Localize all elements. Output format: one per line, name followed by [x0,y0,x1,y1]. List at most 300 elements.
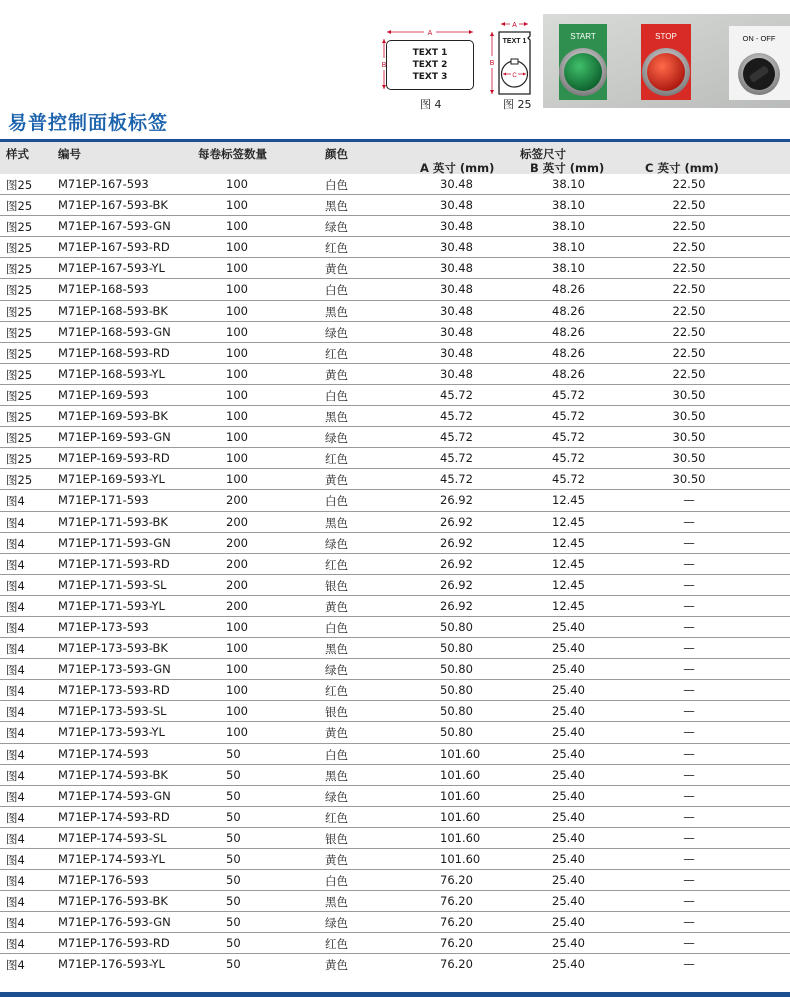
cell-dim-b: 25.40 [552,873,585,888]
cell-quantity: 100 [226,704,248,719]
table-row [0,216,790,237]
cell-style: 图4 [6,684,25,699]
cell-dim-a: 30.48 [440,261,473,276]
cell-color: 黑色 [325,642,348,657]
cell-style: 图25 [6,199,33,214]
cell-quantity: 100 [226,261,248,276]
cell-dim-a: 26.92 [440,535,473,550]
cell-part-number: M71EP-168-593 [58,282,149,297]
cell-dim-a: 76.20 [440,894,473,909]
cell-dim-a: 45.72 [440,430,473,445]
cell-style: 图25 [6,325,33,340]
cell-dim-c: — [683,641,695,656]
cell-part-number: M71EP-167-593-RD [58,240,170,255]
dim-b-label: B [489,60,495,67]
table-row [0,701,790,722]
header-quantity: 每卷标签数量 [198,147,267,161]
table-row [0,933,790,954]
cell-dim-c: — [683,704,695,719]
cell-color: 黑色 [325,768,348,783]
cell-style: 图25 [6,262,33,277]
cell-part-number: M71EP-168-593-GN [58,324,171,339]
cell-dim-c: — [683,746,695,761]
cell-quantity: 100 [226,430,248,445]
cell-style: 图25 [6,178,33,192]
cell-style: 图4 [6,515,25,530]
stop-button-photo [647,53,685,91]
cell-dim-b: 45.72 [552,430,585,445]
cell-color: 黑色 [325,515,348,530]
bottom-rule [0,992,790,997]
cell-part-number: M71EP-173-593-SL [58,704,167,719]
cell-quantity: 50 [226,957,241,972]
cell-dim-b: 38.10 [552,177,585,191]
header-dim-c: C 英寸 (mm) [645,161,719,175]
cell-style: 图4 [6,663,25,678]
cell-quantity: 100 [226,324,248,339]
cell-part-number: M71EP-176-593-YL [58,957,165,972]
start-button-photo [564,53,602,91]
cell-dim-a: 30.48 [440,345,473,360]
cell-quantity: 100 [226,662,248,677]
cell-style: 图4 [6,642,25,657]
cell-dim-a: 26.92 [440,514,473,529]
table-row [0,870,790,891]
table-row [0,279,790,300]
cell-part-number: M71EP-171-593 [58,493,149,508]
cell-dim-b: 38.10 [552,240,585,255]
cell-style: 图25 [6,241,33,256]
table-row [0,406,790,427]
table-row [0,912,790,933]
header-style: 样式 [6,147,29,161]
label-text-line: TEXT 3 [412,72,448,82]
cell-part-number: M71EP-174-593-YL [58,852,165,866]
cell-style: 图4 [6,578,25,593]
cell-color: 白色 [325,178,348,192]
cell-style: 图4 [6,726,25,741]
cell-part-number: M71EP-171-593-YL [58,598,165,613]
cell-dim-b: 25.40 [552,894,585,909]
cell-dim-c: — [683,683,695,698]
cell-color: 黑色 [325,410,348,425]
cell-color: 黄色 [325,726,348,741]
cell-color: 红色 [325,810,348,825]
dim-c-label: C [512,73,517,79]
cell-dim-b: 25.40 [552,957,585,972]
cell-dim-b: 25.40 [552,704,585,719]
cell-dim-c: 22.50 [672,240,706,255]
cell-part-number: M71EP-167-593 [58,177,149,191]
cell-dim-c: — [683,894,695,909]
cell-color: 白色 [325,747,348,762]
table-row [0,533,790,554]
cell-dim-a: 30.48 [440,177,473,191]
cell-quantity: 50 [226,936,241,951]
cell-style: 图4 [6,853,25,867]
cell-part-number: M71EP-169-593-BK [58,409,168,424]
cell-dim-a: 30.48 [440,240,473,255]
cell-dim-c: — [683,514,695,529]
table-row [0,954,790,975]
cell-quantity: 200 [226,514,248,529]
control-panel-photo [543,14,790,108]
cell-dim-a: 50.80 [440,662,473,677]
cell-part-number: M71EP-167-593-BK [58,198,168,213]
cell-part-number: M71EP-176-593 [58,873,149,888]
stop-text: STOP [655,32,677,41]
cell-quantity: 100 [226,472,248,487]
cell-quantity: 100 [226,240,248,255]
table-row [0,638,790,659]
cell-dim-b: 25.40 [552,915,585,930]
cell-quantity: 100 [226,366,248,381]
cell-color: 红色 [325,241,348,256]
cell-dim-b: 12.45 [552,535,585,550]
cell-dim-b: 38.10 [552,261,585,276]
dim-a-label: A [512,22,517,29]
cell-dim-a: 30.48 [440,324,473,339]
cell-style: 图25 [6,473,33,488]
cell-quantity: 100 [226,683,248,698]
cell-dim-b: 12.45 [552,577,585,592]
cell-dim-c: — [683,788,695,803]
table-row [0,807,790,828]
cell-dim-b: 38.10 [552,198,585,213]
cell-dim-a: 76.20 [440,915,473,930]
cell-dim-b: 25.40 [552,662,585,677]
cell-style: 图4 [6,747,25,762]
cell-quantity: 100 [226,219,248,234]
label-outline [386,40,474,90]
figure-25-diagram [488,20,542,100]
cell-dim-a: 45.72 [440,472,473,487]
cell-quantity: 50 [226,767,241,782]
table-row [0,258,790,279]
cell-quantity: 50 [226,788,241,803]
cell-color: 绿色 [325,325,348,340]
cell-style: 图25 [6,452,33,467]
cell-quantity: 200 [226,493,248,508]
table-header [0,139,790,174]
cell-color: 黄色 [325,958,348,973]
table-row [0,385,790,406]
table-row [0,680,790,701]
table-row [0,237,790,258]
cell-dim-b: 38.10 [552,219,585,234]
cell-quantity: 50 [226,809,241,824]
cell-dim-c: 22.50 [672,261,706,276]
header-color: 颜色 [325,147,348,161]
table-row [0,786,790,807]
cell-color: 黑色 [325,304,348,319]
cell-style: 图25 [6,346,33,361]
cell-part-number: M71EP-173-593-YL [58,725,165,740]
cell-quantity: 50 [226,852,241,866]
table-row [0,322,790,343]
cell-color: 红色 [325,557,348,572]
cell-dim-b: 25.40 [552,746,585,761]
dimension-a-arrow [386,28,474,36]
cell-dim-c: — [683,809,695,824]
on-off-text: ON - OFF [742,34,776,43]
cell-quantity: 100 [226,177,248,191]
page-title: 易普控制面板标签 [8,112,169,134]
cell-dim-b: 12.45 [552,493,585,508]
cell-color: 绿色 [325,220,348,235]
cell-part-number: M71EP-169-593-RD [58,451,170,466]
cell-part-number: M71EP-168-593-BK [58,303,168,318]
cell-dim-b: 25.40 [552,936,585,951]
header-label-size: 标签尺寸 [520,147,566,161]
cell-dim-a: 26.92 [440,493,473,508]
cell-dim-a: 45.72 [440,387,473,402]
cell-dim-b: 45.72 [552,472,585,487]
dim-a-label: A [427,30,433,36]
figure-4-diagram [380,28,480,98]
cell-style: 图4 [6,874,25,889]
figure-strip [0,0,790,111]
header-part-number: 编号 [58,147,81,161]
cell-part-number: M71EP-171-593-BK [58,514,168,529]
table-row [0,174,790,195]
cell-style: 图4 [6,536,25,551]
cell-style: 图4 [6,599,25,614]
cell-quantity: 50 [226,830,241,845]
cell-dim-c: — [683,556,695,571]
cell-dim-a: 101.60 [440,809,481,824]
table-row [0,744,790,765]
table-row [0,828,790,849]
cell-color: 红色 [325,937,348,952]
cell-dim-a: 76.20 [440,873,473,888]
cell-dim-a: 30.48 [440,366,473,381]
cell-part-number: M71EP-167-593-GN [58,219,171,234]
cell-dim-b: 12.45 [552,598,585,613]
cell-dim-c: 22.50 [672,177,706,191]
table-row [0,469,790,490]
cell-dim-a: 30.48 [440,303,473,318]
cell-dim-a: 101.60 [440,852,481,866]
cell-quantity: 100 [226,303,248,318]
cell-style: 图25 [6,220,33,235]
cell-style: 图25 [6,283,33,298]
cell-color: 白色 [325,620,348,635]
cell-dim-a: 26.92 [440,577,473,592]
cell-quantity: 200 [226,598,248,613]
cell-dim-a: 45.72 [440,451,473,466]
cell-part-number: M71EP-171-593-GN [58,535,171,550]
cell-style: 图4 [6,958,25,973]
cell-part-number: M71EP-169-593 [58,387,149,402]
cell-part-number: M71EP-176-593-RD [58,936,170,951]
cell-part-number: M71EP-169-593-GN [58,430,171,445]
cell-dim-a: 30.48 [440,198,473,213]
cell-dim-c: 22.50 [672,366,706,381]
cell-dim-c: 30.50 [672,430,706,445]
cell-dim-c: — [683,936,695,951]
cell-color: 银色 [325,578,348,593]
cell-dim-a: 50.80 [440,619,473,634]
cell-dim-c: — [683,577,695,592]
header-dim-b: B 英寸 (mm) [530,161,605,175]
cell-dim-c: — [683,725,695,740]
cell-dim-b: 45.72 [552,409,585,424]
cell-dim-b: 48.26 [552,324,585,339]
table-row [0,596,790,617]
cell-dim-c: — [683,493,695,508]
cell-dim-c: — [683,957,695,972]
cell-dim-a: 30.48 [440,219,473,234]
figure-4-caption: 图 4 [420,98,442,111]
cell-dim-c: — [683,830,695,845]
cell-color: 绿色 [325,431,348,446]
cell-color: 白色 [325,283,348,298]
cell-color: 黄色 [325,262,348,277]
cell-dim-b: 25.40 [552,830,585,845]
cell-part-number: M71EP-167-593-YL [58,261,165,276]
cell-color: 绿色 [325,536,348,551]
cell-part-number: M71EP-171-593-RD [58,556,170,571]
start-text: START [570,32,596,41]
cell-dim-b: 25.40 [552,683,585,698]
cell-dim-c: 22.50 [672,198,706,213]
cell-style: 图4 [6,937,25,952]
cell-dim-b: 25.40 [552,852,585,866]
cell-dim-b: 45.72 [552,387,585,402]
cell-dim-b: 12.45 [552,556,585,571]
cell-quantity: 50 [226,746,241,761]
cell-part-number: M71EP-174-593-GN [58,788,171,803]
cell-part-number: M71EP-174-593-SL [58,830,167,845]
cell-part-number: M71EP-168-593-RD [58,345,170,360]
cell-color: 银色 [325,705,348,720]
cell-dim-a: 76.20 [440,936,473,951]
cell-dim-c: 22.50 [672,345,706,360]
cell-quantity: 50 [226,894,241,909]
cell-dim-c: — [683,852,695,866]
cell-quantity: 200 [226,556,248,571]
cell-part-number: M71EP-176-593-BK [58,894,168,909]
table-row [0,364,790,385]
product-table [0,139,790,976]
cell-part-number: M71EP-173-593 [58,619,149,634]
cell-dim-c: 22.50 [672,324,706,339]
cell-dim-c: 22.50 [672,303,706,318]
table-row [0,301,790,322]
cell-dim-b: 25.40 [552,767,585,782]
table-row [0,554,790,575]
cell-part-number: M71EP-174-593-RD [58,809,170,824]
cell-style: 图4 [6,705,25,720]
cell-quantity: 100 [226,387,248,402]
cell-color: 红色 [325,346,348,361]
table-row [0,448,790,469]
cell-dim-c: 22.50 [672,219,706,234]
cell-dim-c: — [683,662,695,677]
cell-color: 绿色 [325,663,348,678]
table-row [0,722,790,743]
cell-quantity: 100 [226,619,248,634]
cell-color: 黄色 [325,473,348,488]
cell-style: 图4 [6,810,25,825]
cell-dim-b: 25.40 [552,809,585,824]
cell-dim-b: 12.45 [552,514,585,529]
cell-dim-a: 101.60 [440,767,481,782]
table-row [0,195,790,216]
cell-color: 银色 [325,831,348,846]
cell-dim-a: 26.92 [440,556,473,571]
cell-style: 图4 [6,620,25,635]
cell-color: 绿色 [325,916,348,931]
cell-dim-c: 30.50 [672,451,706,466]
label-text-line: TEXT 2 [412,60,448,70]
cell-dim-c: — [683,915,695,930]
cell-quantity: 100 [226,198,248,213]
table-row [0,575,790,596]
cell-dim-c: 30.50 [672,409,706,424]
label-text-line: TEXT 1 [502,38,527,45]
cell-quantity: 100 [226,451,248,466]
cell-dim-b: 45.72 [552,451,585,466]
cell-dim-b: 48.26 [552,366,585,381]
cell-dim-a: 101.60 [440,746,481,761]
cell-part-number: M71EP-171-593-SL [58,577,167,592]
table-row [0,849,790,870]
cell-quantity: 100 [226,641,248,656]
cell-dim-c: 30.50 [672,472,706,487]
cell-part-number: M71EP-174-593 [58,746,149,761]
cell-dim-a: 50.80 [440,725,473,740]
cell-color: 白色 [325,494,348,509]
cell-style: 图4 [6,895,25,910]
cell-dim-a: 101.60 [440,788,481,803]
cell-style: 图4 [6,494,25,509]
cell-style: 图25 [6,304,33,319]
label-text-line: TEXT 1 [412,48,448,58]
cell-part-number: M71EP-173-593-GN [58,662,171,677]
cell-quantity: 50 [226,915,241,930]
cell-style: 图4 [6,789,25,804]
cell-quantity: 100 [226,409,248,424]
table-row [0,343,790,364]
cell-part-number: M71EP-169-593-YL [58,472,165,487]
dim-b-label: B [381,62,387,69]
cell-dim-c: — [683,767,695,782]
cell-part-number: M71EP-173-593-BK [58,641,168,656]
cell-dim-a: 101.60 [440,830,481,845]
figure-25-caption: 图 25 [503,98,532,111]
cell-dim-a: 50.80 [440,641,473,656]
table-body [0,174,790,976]
cell-dim-c: — [683,873,695,888]
cell-dim-a: 50.80 [440,704,473,719]
cell-style: 图4 [6,557,25,572]
cell-quantity: 200 [226,535,248,550]
cell-dim-b: 48.26 [552,345,585,360]
cell-dim-a: 76.20 [440,957,473,972]
cell-quantity: 200 [226,577,248,592]
table-row [0,659,790,680]
cell-dim-c: 22.50 [672,282,706,297]
cell-color: 白色 [325,388,348,403]
cell-dim-c: — [683,598,695,613]
cell-color: 黑色 [325,199,348,214]
table-row [0,765,790,786]
cell-dim-b: 25.40 [552,641,585,656]
cell-quantity: 100 [226,345,248,360]
cell-dim-b: 25.40 [552,619,585,634]
